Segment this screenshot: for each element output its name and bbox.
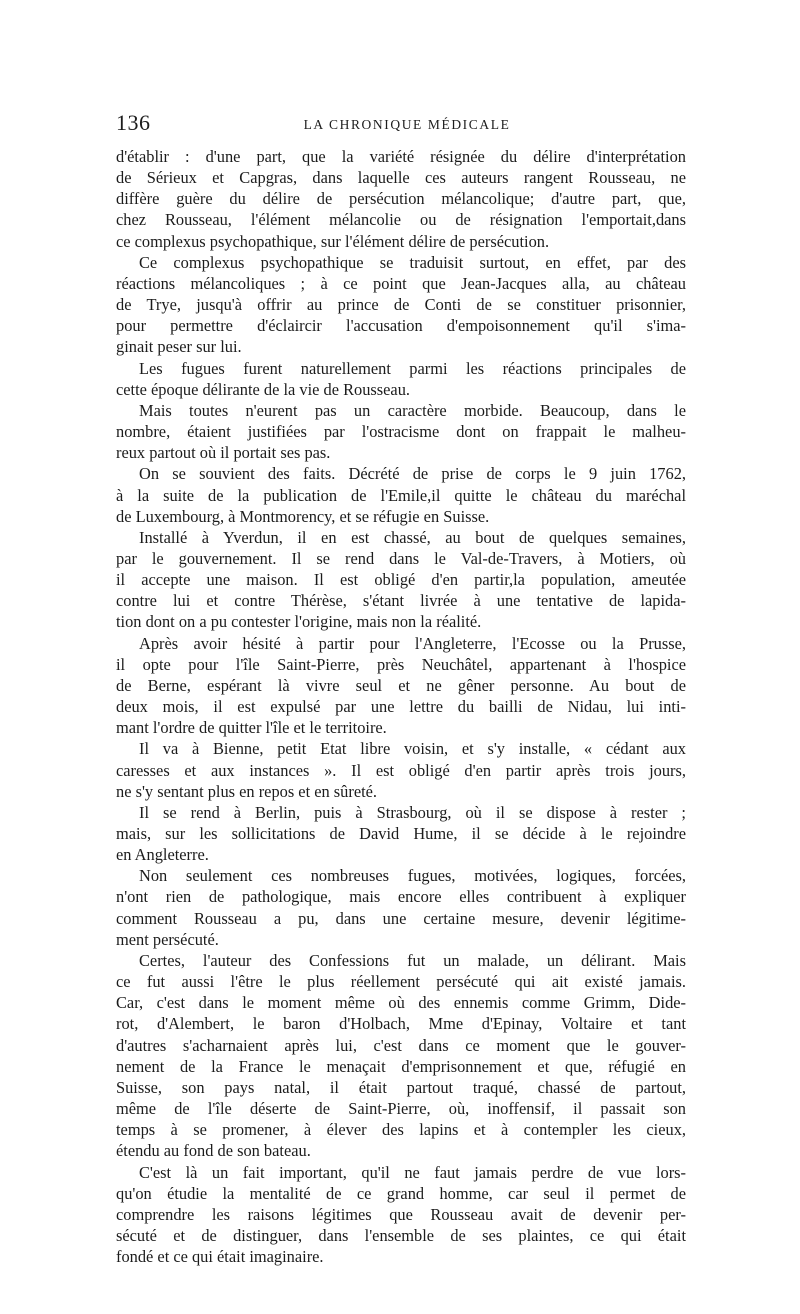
text-line: sécuté et de distinguer, dans l'ensemble de ses plaintes, ce qui était [116, 1225, 686, 1245]
text-line: Certes, l'auteur des Confessions fut un malade, un délirant. Mais [139, 950, 686, 970]
text-line: Il va à Bienne, petit Etat libre voisin, et s'y installe, « cédant aux [139, 739, 686, 759]
text-line: Ce complexus psychopathique se traduisit surtout, en effet, par des [139, 252, 686, 272]
text-line: nement de la France le menaçait d'emprisonnement et que, réfugié en [116, 1056, 686, 1076]
text-line: Les fugues furent naturellement parmi les réactions principales de [139, 358, 686, 378]
paragraph [116, 146, 686, 252]
paragraph [116, 802, 686, 865]
text-line: temps à se promener, à élever des lapins et à contempler les cieux, [116, 1120, 686, 1140]
paragraph [116, 865, 686, 950]
text-line: même de l'île déserte de Saint-Pierre, où, inoffensif, il passait son [116, 1099, 686, 1119]
text-line: Car, c'est dans le moment même où des ennemis comme Grimm, Dide- [116, 993, 686, 1013]
text-line: Il se rend à Berlin, puis à Strasbourg, où il se dispose à rester ; [139, 802, 686, 822]
text-line: nombre, étaient justifiées par l'ostracisme dont on frappait le malheu- [116, 422, 686, 442]
paragraph [116, 738, 686, 801]
text-line: C'est là un fait important, qu'il ne faut jamais perdre de vue lors- [139, 1162, 686, 1182]
text-line: il opte pour l'île Saint-Pierre, près Neuchâtel, appartenant à l'hospice [116, 654, 686, 674]
text-line: pour permettre d'éclaircir l'accusation d'empoisonnement qu'il s'ima- [116, 316, 686, 336]
paragraph [116, 950, 686, 1162]
text-line: réactions mélancoliques ; à ce point que Jean-Jacques alla, au château [116, 273, 686, 293]
text-line: comprendre les raisons légitimes que Rousseau avait de devenir per- [116, 1204, 686, 1224]
text-line: fondé et ce qui était imaginaire. [116, 1247, 324, 1267]
text-line: ne s'y sentant plus en repos et en sûreté. [116, 781, 378, 801]
text-line: Installé à Yverdun, il en est chassé, au bout de quelques semaines, [139, 527, 686, 547]
text-line: qu'on étudie la mentalité de ce grand homme, car seul il permet de [116, 1183, 686, 1203]
paragraph [116, 400, 686, 463]
paragraph [116, 633, 686, 739]
text-line: Après avoir hésité à partir pour l'Angleterre, l'Ecosse ou la Prusse, [139, 633, 686, 653]
text-line: d'établir : d'une part, que la variété résignée du délire d'interprétation [116, 147, 686, 166]
text-line: de Berne, espérant là vivre seul et ne gêner personne. Au bout de [116, 675, 686, 695]
running-head [116, 110, 686, 146]
running-title: LA CHRONIQUE MÉDICALE [303, 117, 511, 132]
text-line: rot, d'Alembert, le baron d'Holbach, Mme d'Epinay, Voltaire et tant [116, 1014, 686, 1034]
text-line: de Trye, jusqu'à offrir au prince de Conti de se constituer prisonnier, [116, 295, 686, 315]
text-line: Suisse, son pays natal, il était partout traqué, chassé de partout, [116, 1077, 686, 1097]
text-line: deux mois, il est expulsé par une lettre du bailli de Nidau, lui inti- [116, 697, 686, 717]
text-line: contre lui et contre Thérèse, s'étant livrée à une tentative de lapida- [116, 591, 686, 611]
text-line: ce fut aussi l'être le plus réellement persécuté qui ait existé jamais. [116, 972, 686, 992]
text-line: étendu au fond de son bateau. [116, 1141, 311, 1161]
text-line: d'autres s'acharnaient après lui, c'est dans ce moment que le gouver- [116, 1035, 686, 1055]
text-line: en Angleterre. [116, 845, 209, 865]
paragraph [116, 463, 686, 526]
text-line: cette époque délirante de la vie de Rousseau. [116, 379, 410, 399]
text-line: il accepte une maison. Il est obligé d'en partir,la population, ameutée [116, 570, 686, 590]
text-line: On se souvient des faits. Décrété de prise de corps le 9 juin 1762, [139, 464, 686, 484]
text-line: n'ont rien de pathologique, mais encore elles contribuent à expliquer [116, 887, 686, 907]
paragraph [116, 252, 686, 358]
text-line: caresses et aux instances ». Il est obligé d'en partir après trois jours, [116, 760, 686, 780]
book-page [116, 110, 686, 1267]
text-line: tion dont on a pu contester l'origine, mais non la réalité. [116, 612, 482, 632]
text-line: mais, sur les sollicitations de David Hume, il se décide à le rejoindre [116, 824, 686, 843]
text-line: ment persécuté. [116, 929, 219, 949]
paragraph [116, 527, 686, 633]
text-line: Mais toutes n'eurent pas un caractère morbide. Beaucoup, dans le [139, 400, 686, 420]
text-line: de Sérieux et Capgras, dans laquelle ces auteurs rangent Rousseau, ne [116, 168, 686, 188]
body-text [116, 146, 686, 1267]
text-line: mant l'ordre de quitter l'île et le territoire. [116, 718, 387, 738]
text-line: chez Rousseau, l'élément mélancolie ou de résignation l'emportait,dans [116, 210, 686, 230]
text-line: par le gouvernement. Il se rend dans le Val-de-Travers, à Motiers, où [116, 548, 686, 568]
text-line: reux partout où il portait ses pas. [116, 443, 331, 463]
text-line: à la suite de la publication de l'Emile,il quitte le château du maréchal [116, 485, 686, 505]
page-number: 136 [116, 110, 151, 135]
text-line: ce complexus psychopathique, sur l'élément délire de persécution. [116, 231, 550, 251]
paragraph [116, 1162, 686, 1268]
text-line: ginait peser sur lui. [116, 337, 242, 357]
paragraph [116, 358, 686, 400]
text-line: de Luxembourg, à Montmorency, et se réfugie en Suisse. [116, 506, 490, 526]
text-line: diffère guère du délire de persécution mélancolique; d'autre part, que, [116, 189, 686, 209]
text-line: Non seulement ces nombreuses fugues, motivées, logiques, forcées, [139, 866, 686, 886]
text-line: comment Rousseau a pu, dans une certaine mesure, devenir légitime- [116, 908, 686, 928]
